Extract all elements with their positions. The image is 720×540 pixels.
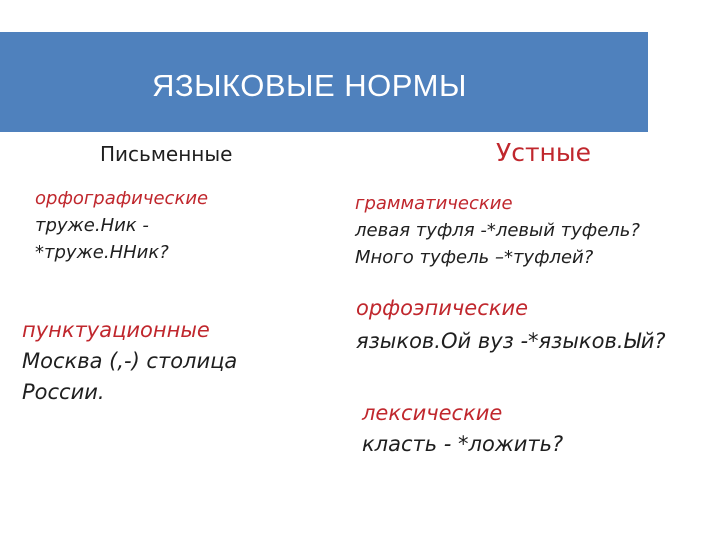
orthoepic-norm-block <box>356 292 665 358</box>
example-line: языков.Ой вуз -*языков.Ый? <box>356 329 666 353</box>
oral-norms-heading: Устные <box>496 138 592 167</box>
written-norms-heading: Письменные <box>100 142 233 166</box>
example-line: *труже.ННик? <box>35 242 169 263</box>
punctuation-norm-block <box>22 315 237 408</box>
example-line: труже.Ник - <box>35 215 149 236</box>
example-line: Много туфель –*туфлей? <box>355 247 594 268</box>
example-line: левая туфля -*левый туфель? <box>355 220 640 241</box>
example-line: класть - *ложить? <box>362 432 564 456</box>
norm-type-label: лексические <box>362 401 503 425</box>
grammar-norm-block <box>355 190 640 271</box>
example-line: Москва (,-) столица <box>22 349 238 373</box>
spelling-norm-block <box>35 185 208 266</box>
norm-type-label: пунктуационные <box>22 318 210 342</box>
lexical-norm-block <box>362 398 563 460</box>
example-line: России. <box>22 380 105 404</box>
norm-type-label: орфоэпические <box>356 296 529 320</box>
norm-type-label: грамматические <box>355 193 513 214</box>
slide-title: ЯЗЫКОВЫЕ НОРМЫ <box>152 68 467 103</box>
norm-type-label: орфографические <box>35 188 209 209</box>
